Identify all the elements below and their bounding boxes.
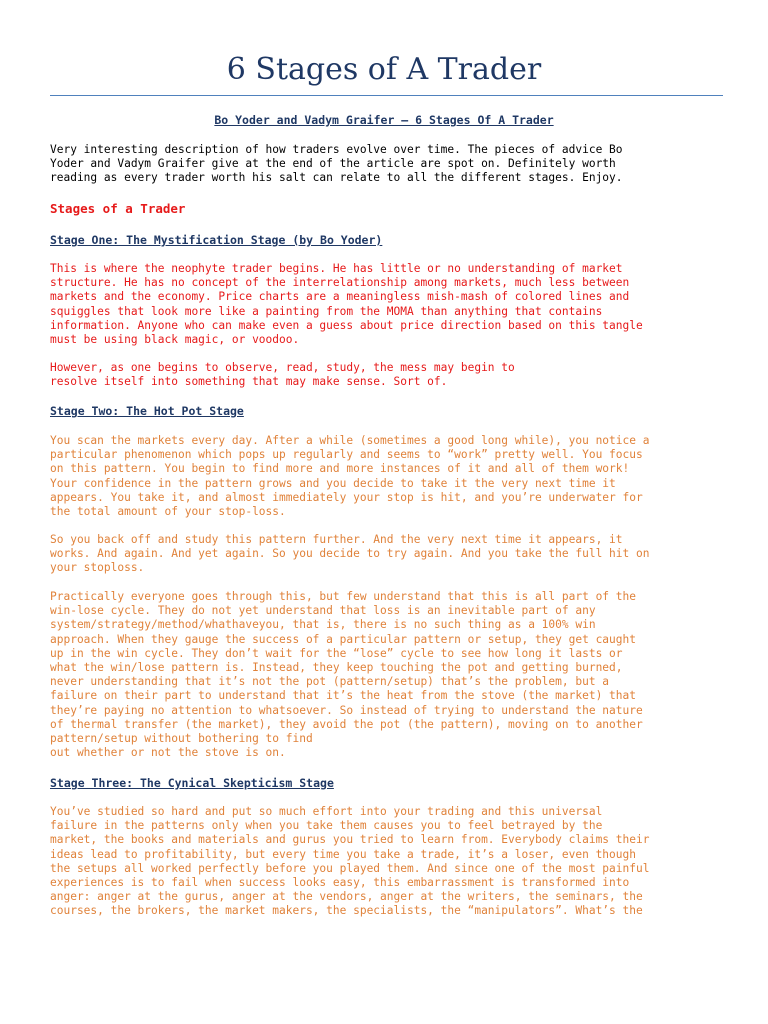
text-line: win-lose cycle. They do not yet understand that loss is an inevitable part of any — [50, 604, 596, 618]
text-line: resolve itself into something that may make sense. Sort of. — [50, 375, 448, 389]
text-line: Very interesting description of how traders evolve over time. The pieces of advice Bo — [50, 143, 623, 156]
stage-two-paragraph-1 — [50, 434, 730, 519]
intro-paragraph — [50, 143, 730, 186]
text-line: the total amount of your stop-loss. — [50, 504, 286, 518]
text-line: You’ve studied so hard and put so much effort into your trading and this universal — [50, 805, 603, 818]
text-line: approach. When they gauge the success of a particular pattern or setup, they get caught — [50, 632, 636, 646]
stage-one-paragraph-1 — [50, 262, 730, 347]
title-divider — [50, 95, 723, 96]
stage-two-heading: Stage Two: The Hot Pot Stage — [50, 404, 244, 418]
text-line: works. And again. And yet again. So you decide to try again. And you take the full hit on — [50, 547, 650, 561]
text-line: appears. You take it, and almost immediately your stop is hit, and you’re underwater for — [50, 490, 643, 504]
text-line: ideas lead to profitability, but every time you take a trade, it’s a loser, even though — [50, 847, 636, 861]
text-line: what the win/lose pattern is. Instead, they keep touching the pot and getting burned, — [50, 660, 623, 674]
text-line: market, the books and materials and gurus you tried to learn from. Everybody claims their — [50, 833, 650, 847]
text-line: squiggles that look more like a painting from the MOMA than anything that contains — [50, 304, 603, 318]
section-heading: Stages of a Trader — [50, 201, 186, 216]
text-line: This is where the neophyte trader begins. He has little or no understanding of market — [50, 262, 623, 275]
stage-one-paragraph-2 — [50, 361, 730, 389]
text-line: courses, the brokers, the market makers, the specialists, the “manipulators”. What’s the — [50, 904, 643, 918]
text-line: out whether or not the stove is on. — [50, 746, 286, 760]
article-subtitle: Bo Yoder and Vadym Graifer – 6 Stages Of A Trader — [214, 113, 554, 127]
stage-three-heading: Stage Three: The Cynical Skepticism Stage — [50, 776, 334, 790]
page-title: 6 Stages of A Trader — [226, 52, 542, 87]
text-line: Yoder and Vadym Graifer give at the end of the article are spot on. Definitely worth — [50, 157, 616, 171]
text-line: Practically everyone goes through this, but few understand that this is all part of the — [50, 590, 636, 603]
text-line: structure. He has no concept of the interrelationship among markets, much less between — [50, 276, 630, 290]
text-line: You scan the markets every day. After a while (sometimes a good long while), you notice a — [50, 434, 650, 447]
text-line: markets and the economy. Price charts are a meaningless mish-mash of colored lines and — [50, 290, 630, 304]
text-line: failure on their part to understand that it’s the heat from the stove (the market) that — [50, 689, 636, 703]
text-line: system/strategy/method/whathaveyou, that is, there is no such thing as a 100% win — [50, 618, 596, 632]
text-line: never understanding that it’s not the pot (pattern/setup) that’s the problem, but a — [50, 675, 610, 689]
text-line: So you back off and study this pattern further. And the very next time it appears, it — [50, 533, 623, 546]
text-line: the setups all worked perfectly before you played them. And since one of the most painful — [50, 861, 650, 875]
text-line: experiences is to fail when success looks easy, this embarrassment is transformed into — [50, 875, 630, 889]
text-line: information. Anyone who can make even a guess about price direction based on this tangle — [50, 318, 643, 332]
stage-two-paragraph-3 — [50, 590, 730, 760]
stage-two-paragraph-2 — [50, 533, 730, 576]
text-line: Your confidence in the pattern grows and you decide to take it the very next time it — [50, 476, 616, 490]
text-line: they’re paying no attention to whatsoever. So instead of trying to understand the nature — [50, 703, 643, 717]
text-line: failure in the patterns only when you take them causes you to feel betrayed by the — [50, 819, 603, 833]
text-line: up in the win cycle. They don’t wait for the “lose” cycle to see how long it lasts or — [50, 646, 623, 660]
text-line: on this pattern. You begin to find more and more instances of it and all of them work! — [50, 462, 630, 476]
stage-three-paragraph-1 — [50, 805, 730, 919]
text-line: must be using black magic, or voodoo. — [50, 332, 300, 346]
stage-one-heading: Stage One: The Mystification Stage (by Bo Yoder) — [50, 233, 383, 247]
text-line: pattern/setup without bothering to find — [50, 731, 313, 745]
text-line: particular phenomenon which pops up regularly and seems to “work” pretty well. You focus — [50, 448, 643, 462]
text-line: your stoploss. — [50, 561, 145, 575]
text-line: of thermal transfer (the market), they avoid the pot (the pattern), moving on to another — [50, 717, 643, 731]
text-line: anger: anger at the gurus, anger at the vendors, anger at the writers, the seminars, the — [50, 890, 643, 904]
text-line: reading as every trader worth his salt can relate to all the different stages. Enjoy. — [50, 171, 623, 185]
text-line: However, as one begins to observe, read, study, the mess may begin to — [50, 361, 515, 374]
